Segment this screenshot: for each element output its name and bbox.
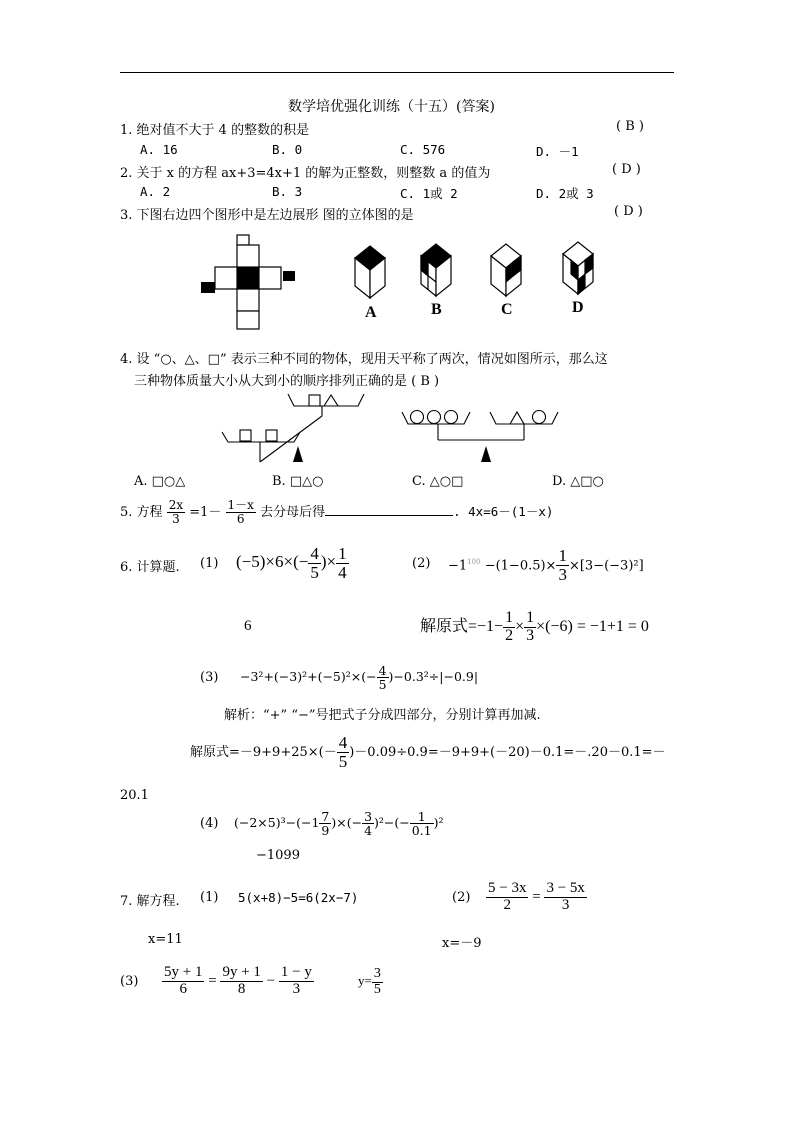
q7-p3-fraction-c <box>279 965 314 998</box>
q6-head: 6. 计算题. <box>120 560 180 575</box>
q6-p3-sol-f-den: 5 <box>338 752 348 771</box>
balance-scale-1 <box>218 390 366 465</box>
q6-p2-label: (2) <box>412 556 431 571</box>
q6-p4-fraction-2 <box>362 810 374 837</box>
header-rule <box>120 72 674 73</box>
q7-p3-label: (3) <box>120 974 139 989</box>
q5-fraction-1 <box>167 499 185 525</box>
q7-p3-c-num: 1 − y <box>280 964 312 981</box>
q6-p1-answer: 6 <box>244 618 252 634</box>
q6-p3-sol-pre: 解原式=－9+9+25×(－ <box>190 745 337 760</box>
q7-p3-b-den: 8 <box>237 981 246 998</box>
q5-fraction-1-num: 2x <box>168 498 184 513</box>
q6-p2-exponent: 100 <box>467 558 481 566</box>
q6-p1-fraction-2 <box>336 545 349 582</box>
q2-stem: 2. 关于 x 的方程 ax+3=4x+1 的解为正整数，则整数 a 的值为 <box>120 166 491 181</box>
balance-scale-2 <box>398 402 563 464</box>
q6-p2-sol-fraction-2 <box>524 610 536 645</box>
q6-p4-f2-num: 3 <box>364 808 373 824</box>
q6-p3-note: 解析：“+” “−”号把式子分成四部分，分别计算再加减. <box>224 708 541 723</box>
q6-p3-f-num: 4 <box>378 662 387 678</box>
q6-p3-fraction <box>377 664 389 691</box>
q6-p2-mid: −(1−0.5)× <box>484 558 557 574</box>
q6-p4-expression <box>234 802 444 844</box>
q7-p2-equals: = <box>532 889 541 905</box>
q6-p1-pre: (−5)×6×(− <box>236 552 309 571</box>
q6-p2-pre: −1 <box>448 558 468 574</box>
q5-prefix: 5. 方程 <box>120 505 163 520</box>
q6-p4-mid: )×(− <box>331 815 363 830</box>
q7-p3-a-den: 6 <box>179 981 187 998</box>
q7-p2-right-fraction <box>544 881 586 914</box>
q1-option-d: D. －1 <box>536 144 579 159</box>
cube-a <box>355 246 385 298</box>
q7-p3-answer-num: 3 <box>373 965 381 981</box>
cube-d <box>563 242 593 294</box>
q1-answer: ( B ) <box>616 119 644 134</box>
q6-p2-fraction <box>556 547 569 584</box>
q6-p3-sol-f-num: 4 <box>338 733 348 753</box>
page-title: 数学培优强化训练（十五）(答案) <box>288 99 495 115</box>
q4-option-c: C. △○□ <box>412 474 464 489</box>
q6-p1-mid: )× <box>320 552 337 571</box>
q6-p2-solution <box>420 604 649 650</box>
q5-answer: . 4x=6－(1－x) <box>453 504 554 519</box>
q7-p2-answer: x=－9 <box>442 936 482 951</box>
q2-option-b: B. 3 <box>272 184 303 199</box>
q6-p2-sol-post: ×(−6) = −1+1 = 0 <box>536 618 649 635</box>
q5-suffix: 去分母后得 <box>260 505 326 520</box>
q4-option-b: B. □△○ <box>272 474 324 489</box>
q7-p3-c-den: 3 <box>292 981 301 998</box>
cube-net-figure <box>195 230 305 335</box>
q7-p2-left-fraction <box>486 881 528 914</box>
q6-p3-pre: −3²+(−3)²+(−5)²×(− <box>240 669 377 684</box>
q6-p2-sol-f1-num: 1 <box>505 609 514 627</box>
q6-p4-f3-den: 0.1 <box>411 823 432 838</box>
q4-line2: 三种物体质量大小从大到小的顺序排列正确的是 ( B ) <box>134 374 440 389</box>
q6-p1-f2-den: 4 <box>338 562 347 582</box>
q6-p4-f3-num: 1 <box>410 810 434 824</box>
cube-label-b: B <box>431 301 442 318</box>
q6-p4-answer: −1099 <box>256 848 300 863</box>
q7-p3-minus: − <box>266 973 276 989</box>
q6-p4-pre: (−2×5)³−(−1 <box>234 815 320 830</box>
q6-p3-expression <box>240 656 478 698</box>
q6-p2-sol-f2-num: 1 <box>526 609 535 627</box>
q7-p1-answer: x=11 <box>148 932 183 947</box>
q6-p4-mid2: )²−(− <box>374 815 410 830</box>
q5-answer-blank <box>325 505 453 516</box>
q7-p3-fraction-a <box>162 965 204 998</box>
q1-option-c: C. 576 <box>400 142 446 157</box>
q6-p4-f2-den: 4 <box>364 823 373 838</box>
q7-p3-answer-den: 5 <box>373 981 381 997</box>
q6-p3-post: )−0.3²÷|−0.9| <box>388 669 479 684</box>
q4-option-a: A. □○△ <box>134 474 186 489</box>
q6-p2-f-num: 1 <box>558 546 567 566</box>
q7-p2-right-den: 3 <box>561 897 570 914</box>
q7-p3-answer <box>358 960 383 1002</box>
q7-p2-left-den: 2 <box>503 897 511 914</box>
q2-option-c: C. 1或 2 <box>400 186 458 201</box>
q1-stem: 1. 绝对值不大于 4 的整数的积是 <box>120 123 310 138</box>
q6-p4-fraction-1 <box>319 810 331 837</box>
q6-p1-f2-num: 1 <box>338 543 347 563</box>
q3-answer: ( D ) <box>614 204 643 219</box>
q6-p4-fraction-3 <box>410 810 434 837</box>
cube-c <box>491 244 521 296</box>
q7-p3-fraction-b <box>220 965 262 998</box>
q1-option-a: A. 16 <box>140 142 178 157</box>
q6-p3-label: (3) <box>200 670 219 685</box>
q2-option-a: A. 2 <box>140 184 171 199</box>
q6-p3-solution <box>190 728 666 778</box>
q5-fraction-2-num: 1－x <box>227 498 254 513</box>
q6-p3-sol-post: )－0.09÷0.9=－9+9+(－20)－0.1=－.20－0.1=－ <box>349 745 666 760</box>
q6-p2-sol-pre: 解原式=−1− <box>420 618 504 635</box>
q7-p3-equals: = <box>208 973 217 989</box>
cube-options-figure <box>345 238 605 320</box>
q6-p1-expression <box>236 540 349 584</box>
q5-fraction-2-den: 6 <box>236 512 245 526</box>
q7-p3-answer-fraction <box>372 967 383 997</box>
q6-p1-f1-num: 4 <box>310 543 319 563</box>
q6-p2-sol-f2-den: 3 <box>526 626 535 644</box>
q5-middle: =1－ <box>189 505 222 520</box>
q6-p2-sol-times: × <box>515 618 525 635</box>
q5-fraction-2 <box>226 499 256 525</box>
q1-option-b: B. 0 <box>272 142 303 157</box>
q6-p2-post: ×[3−(−3)²] <box>568 558 644 574</box>
q6-p1-label: (1) <box>200 556 219 571</box>
cube-label-d: D <box>572 299 584 316</box>
q7-p3-equation <box>162 958 314 1004</box>
q6-p2-f-den: 3 <box>558 565 567 585</box>
q4-line1: 4. 设 “○、△、□” 表示三种不同的物体，现用天平称了两次，情况如图所示，那么这 <box>120 352 608 367</box>
q6-p4-post: )² <box>433 815 444 830</box>
q7-head: 7. 解方程. <box>120 894 180 909</box>
cube-label-a: A <box>365 304 377 321</box>
q6-p3-solution-cont: 20.1 <box>120 788 149 803</box>
q6-p4-label: (4) <box>200 816 219 831</box>
q2-option-d: D. 2或 3 <box>536 186 594 201</box>
q6-p1-f1-den: 5 <box>310 562 319 582</box>
q7-p1-label: (1) <box>200 890 219 905</box>
q6-p3-f-den: 5 <box>378 677 387 692</box>
q6-p2-sol-f1-den: 2 <box>505 626 514 644</box>
q6-p1-fraction-1 <box>308 545 321 582</box>
q7-p2-left-num: 5 − 3x <box>488 880 527 897</box>
cube-label-c: C <box>501 301 513 318</box>
q7-p3-a-num: 5y + 1 <box>164 964 203 981</box>
q5-line <box>120 494 553 531</box>
q3-stem: 3. 下图右边四个图形中是左边展形 图的立体图的是 <box>120 208 414 223</box>
q7-p2-right-num: 3 − 5x <box>546 880 585 897</box>
q7-p2-label: (2) <box>452 890 471 905</box>
q7-p1-equation: 5(x+8)−5=6(2x−7) <box>238 890 359 905</box>
q6-p3-sol-fraction <box>337 734 350 771</box>
q6-p4-f1-num: 7 <box>321 808 330 824</box>
q4-option-d: D. △□○ <box>552 474 604 489</box>
q6-p2-sol-fraction-1 <box>503 610 515 645</box>
q7-p2-equation <box>486 874 587 920</box>
cube-b <box>421 244 451 296</box>
q7-p3-b-num: 9y + 1 <box>222 964 261 981</box>
q6-p4-f1-den: 9 <box>321 823 330 838</box>
q5-fraction-1-den: 3 <box>172 512 180 526</box>
q7-p3-answer-pre: y= <box>358 973 372 988</box>
q6-p2-expression <box>448 540 644 588</box>
q2-answer: ( D ) <box>612 162 641 177</box>
